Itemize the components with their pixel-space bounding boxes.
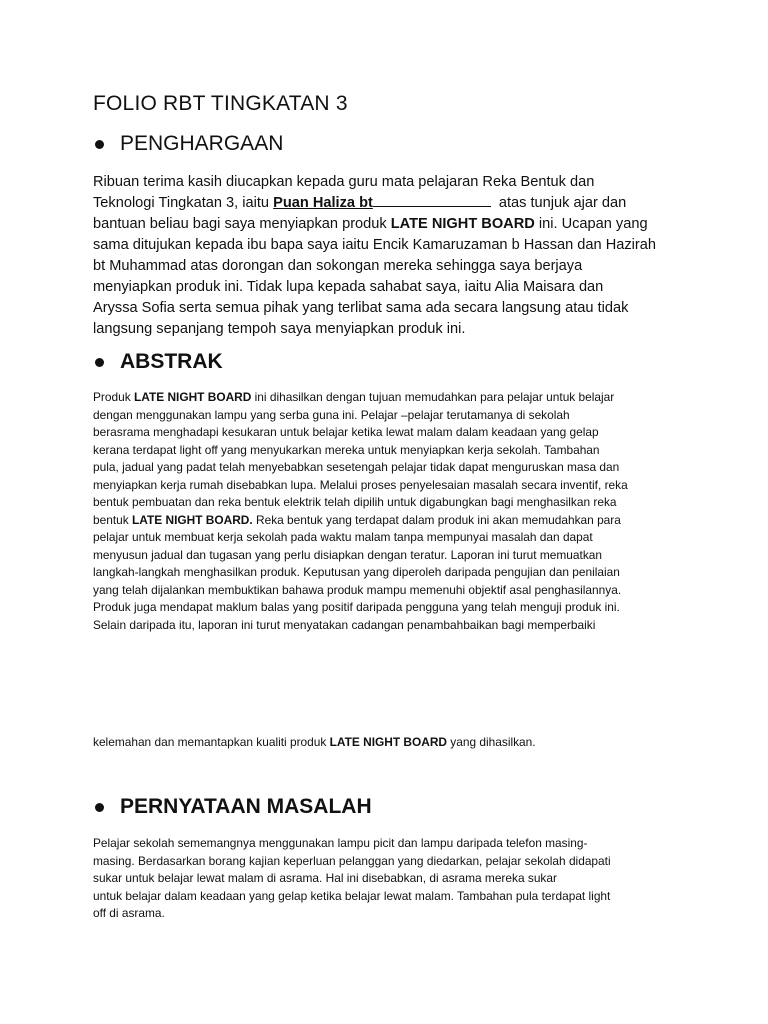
product-name: LATE NIGHT BOARD: [133, 390, 252, 404]
document-title: FOLIO RBT TINGKATAN 3: [93, 92, 348, 115]
text-fragment: Reka bentuk yang terdapat dalam produk ini akan memudahkan para: [252, 512, 621, 527]
text-line: Ribuan terima kasih diucapkan kepada guru mata pelajaran Reka Bentuk dan: [93, 174, 595, 190]
text-fragment: bantuan beliau bagi saya menyiapkan produk: [93, 216, 391, 232]
bullet-icon: [95, 140, 104, 149]
teacher-name: Puan Haliza bt: [273, 195, 373, 211]
penghargaan-paragraph: [93, 172, 656, 340]
text-line: dengan menggunakan lampu yang serba guna ini. Pelajar –pelajar terutamanya di sekolah: [93, 407, 570, 422]
text-fragment: yang dihasilkan.: [447, 735, 536, 749]
masalah-paragraph: [93, 835, 683, 923]
text-line: langsung sepanjang tempoh saya menyiapkan produk ini.: [93, 321, 466, 337]
text-line: [93, 389, 683, 407]
text-line: berasrama menghadapi kesukaran untuk belajar ketika lewat malam dalam keadaan yang gelap: [93, 425, 599, 439]
section-heading-penghargaan: [93, 132, 283, 156]
product-name: LATE NIGHT BOARD: [329, 735, 447, 749]
text-line: menyiapkan kerja rumah disebabkan lupa. Melalui proses penyelesaian masalah secara inventif, reka: [93, 477, 628, 492]
text-line: sama ditujukan kepada ibu bapa saya iaitu Encik Kamaruzaman b Hassan dan Hazirah: [93, 237, 656, 253]
text-fragment: Teknologi Tingkatan 3, iaitu: [93, 195, 274, 211]
text-line: langkah-langkah menghasilkan produk. Keputusan yang diperoleh daripada pengujian dan penilaian: [93, 565, 620, 579]
text-line: [93, 193, 653, 214]
text-line: [93, 214, 653, 235]
heading-text: PERNYATAAN MASALAH: [120, 795, 372, 818]
text-line: [93, 734, 683, 752]
text-line: bt Muhammad atas dorongan dan sokongan mereka sehingga saya berjaya: [93, 258, 583, 274]
product-name: LATE NIGHT BOARD: [390, 216, 535, 232]
bullet-icon: [95, 803, 104, 812]
section-heading-abstrak: [93, 350, 223, 374]
text-line: bentuk pembuatan dan reka bentuk elektrik telah dipilih untuk digabungkan bagi menghasilkan reka: [93, 495, 617, 509]
text-line: yang telah dijalankan membuktikan bahawa produk mampu memenuhi objektif asal penghasilannya.: [93, 582, 622, 597]
text-line: Pelajar sekolah sememangnya menggunakan lampu picit dan lampu daripada telefon masing-: [93, 836, 588, 850]
text-fragment: atas tunjuk ajar dan: [498, 195, 627, 211]
text-line: Aryssa Sofia serta semua pihak yang terlibat sama ada secara langsung atau tidak: [93, 300, 629, 316]
text-line: menyiapkan produk ini. Tidak lupa kepada sahabat saya, iaitu Alia Maisara dan: [93, 279, 604, 295]
text-fragment: bentuk: [93, 512, 133, 527]
text-line: pelajar untuk membuat kerja sekolah pada waktu malam tanpa mempunyai masalah dan dapat: [93, 530, 593, 544]
section-heading-pernyataan-masalah: [93, 795, 372, 819]
abstrak-paragraph-continued: [93, 734, 683, 752]
text-line: pula, jadual yang padat telah menyebabkan sesetengah pelajar tidak dapat menguruskan masa dan: [93, 460, 620, 474]
bullet-icon: [95, 358, 104, 367]
heading-text: ABSTRAK: [120, 350, 223, 373]
text-line: [93, 512, 683, 530]
product-name: LATE NIGHT BOARD.: [132, 512, 253, 527]
text-fragment: ini. Ucapan yang: [534, 216, 648, 232]
blank-line: [373, 194, 491, 207]
text-line: masing. Berdasarkan borang kajian keperluan pelanggan yang diedarkan, pelajar sekolah didapati: [93, 853, 611, 868]
text-line: Selain daripada itu, laporan ini turut menyatakan cadangan penambahbaikan bagi memperbaiki: [93, 617, 596, 632]
text-fragment: kelemahan dan memantapkan kualiti produk: [93, 735, 330, 749]
text-line: kerana terdapat light off yang menyukarkan mereka untuk menyiapkan kerja sekolah. Tambahan: [93, 442, 600, 457]
text-line: off di asrama.: [93, 906, 165, 920]
abstrak-paragraph: [93, 389, 683, 634]
heading-text: PENGHARGAAN: [120, 132, 284, 155]
text-line: menyusun jadual dan tugasan yang perlu disiapkan dengan teratur. Laporan ini turut memuatkan: [93, 547, 602, 562]
text-fragment: ini dihasilkan dengan tujuan memudahkan para pelajar untuk belajar: [251, 390, 615, 404]
text-fragment: Produk: [93, 390, 134, 404]
text-line: sukar untuk belajar lewat malam di asrama. Hal ini disebabkan, di asrama mereka sukar: [93, 871, 557, 885]
text-line: untuk belajar dalam keadaan yang gelap ketika belajar lewat malam. Tambahan pula terdapat light: [93, 888, 611, 903]
text-line: Produk juga mendapat maklum balas yang positif daripada pengguna yang telah menguji produk ini.: [93, 600, 620, 614]
